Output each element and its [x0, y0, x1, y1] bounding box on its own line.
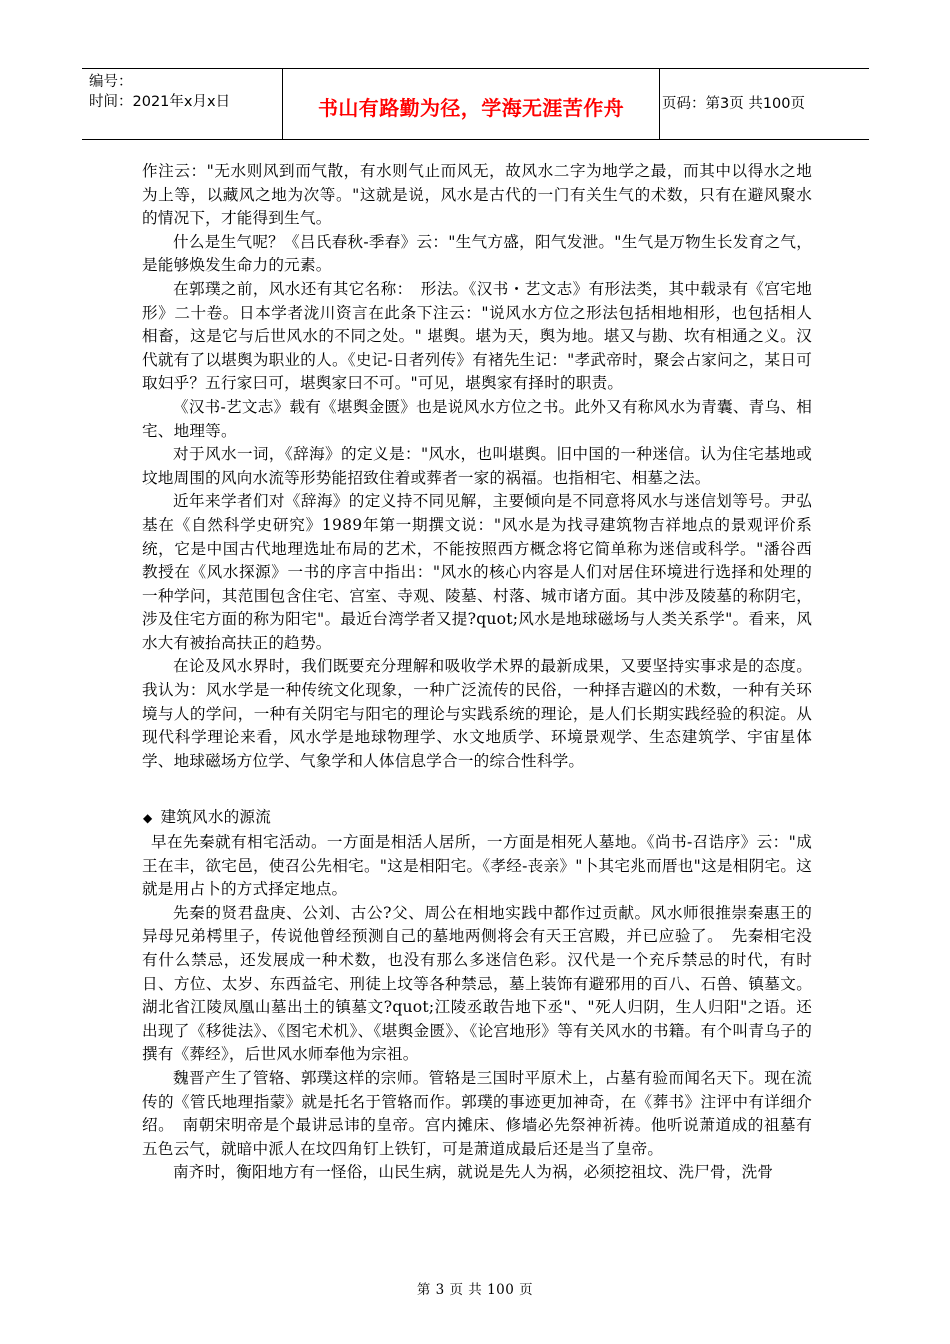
header-motto-cell	[282, 69, 660, 139]
paragraph: 对于风水一词，《辞海》的定义是："风水，也叫堪舆。旧中国的一种迷信。认为住宅基地或坟地周围的风向水流等形势能招致住着或葬者一家的祸福。也指相宅、相墓之法。	[142, 445, 812, 487]
paragraph: 先秦的贤君盘庚、公刘、古公?父、周公在相地实践中都作过贡献。风水师很推崇秦惠王的异母兄弟樗里子，传说他曾经预测自己的墓地两侧将会有天王宫殿，并已应验了。 先秦相宅没有什么禁忌，还发展成一种术数，也没有那么多迷信色彩。汉代是一个充斥禁忌的时代，有时日、方位、太岁、东西益宅、刑徒上坟等各种禁忌，墓上装饰有避邪用的百八、石兽、镇墓文。湖北省江陵凤凰山墓出土的镇墓文?quot;江陵丞敢告地下丞"、"死人归阴，生人归阳"之语。还出现了《移徙法》、《图宅术机》、《堪舆金匮》、《论宫地形》等有关风水的书籍。有个叫青乌子的撰有《葬经》，后世风水师奉他为宗祖。	[142, 903, 812, 1064]
section-title: 建筑风水的源流	[160, 808, 271, 827]
paragraph: 作注云："无水则风到而气散，有水则气止而风无，故风水二字为地学之最，而其中以得水之地为上等，以藏风之地为次等。"这就是说，风水是古代的一门有关生气的术数，只有在避风聚水的情况下，才能得到生气。	[142, 162, 812, 228]
section-heading	[142, 806, 812, 831]
header-meta	[82, 69, 282, 139]
diamond-bullet-icon: ◆	[143, 811, 153, 826]
paragraph: 《汉书-艺文志》载有《堪舆金匮》也是说风水方位之书。此外又有称风水为青囊、青乌、相宅、地理等。	[142, 397, 812, 440]
document-body	[142, 160, 812, 1185]
paragraph: 近年来学者们对《辞海》的定义持不同见解，主要倾向是不同意将风水与迷信划等号。尹弘基在《自然科学史研究》1989年第一期撰文说："风水是为找寻建筑物吉祥地点的景观评价系统，它是中国古代地理选址布局的艺术，不能按照西方概念将它简单称为迷信或科学。"潘谷西教授在《风水探源》一书的序言中指出："风水的核心内容是人们对居住环境进行选择和处理的一种学问，其范围包含住宅、宫室、寺观、陵墓、村落、城市诸方面。其中涉及陵墓的称阴宅，涉及住宅方面的称为阳宅"。最近台湾学者又提?quot;风水是地球磁场与人类关系学"。看来，风水大有被抬高扶正的趋势。	[142, 492, 812, 652]
motto-text: 书山有路勤为径，学海无涯苦作舟	[318, 96, 624, 120]
paragraph: 在郭璞之前，风水还有其它名称： 形法。《汉书・艺文志》有形法类，其中载录有《宫宅地形》二十卷。日本学者泷川资言在此条下注云："说风水方位之形法包括相地相形，也包括相人相畜，这是它与后世风水的不同之处。" 堪舆。堪为天，舆为地。堪又与勘、坎有相通之义。汉代就有了以堪舆为职业的人。《史记-日者列传》有褚先生记："孝武帝时，聚会占家问之，某日可取妇乎？五行家曰可，堪舆家曰不可。"可见，堪舆家有择时的职责。	[142, 279, 812, 393]
paragraph: 早在先秦就有相宅活动。一方面是相活人居所，一方面是相死人墓地。《尚书-召诰序》云："成王在丰，欲宅邑，使召公先相宅。"这是相阳宅。《孝经-丧亲》"卜其宅兆而厝也"这是相阴宅。这就是用占卜的方式择定地点。	[142, 833, 812, 899]
document-header	[82, 68, 869, 140]
date-label: 时间：2021年x月x日	[89, 94, 231, 110]
paragraph: 南齐时，衡阳地方有一怪俗，山民生病，就说是先人为祸，必须挖祖坟、洗尸骨，洗骨	[173, 1163, 774, 1182]
page-footer: 第 3 页 共 100 页	[416, 1282, 534, 1298]
code-label: 编号：	[89, 74, 133, 90]
paragraph: 什么是生气呢？《吕氏春秋-季春》云："生气方盛，阳气发泄。"生气是万物生长发育之气，是能够焕发生命力的元素。	[142, 232, 812, 275]
section-spacer	[142, 773, 812, 806]
paragraph: 在论及风水界时，我们既要充分理解和吸收学术界的最新成果，又要坚持实事求是的态度。我认为：风水学是一种传统文化现象，一种广泛流传的民俗，一种择吉避凶的术数，一种有关环境与人的学问，一种有关阴宅与阳宅的理论与实践系统的理论，是人们长期实践经验的积淀。从现代科学理论来看，风水学是地球物理学、水文地质学、环境景观学、生态建筑学、宇宙星体学、地球磁场方位学、气象学和人体信息学合一的综合性科学。	[142, 657, 812, 770]
paragraph: 魏晋产生了管辂、郭璞这样的宗师。管辂是三国时平原术上，占墓有验而闻名天下。现在流传的《管氏地理指蒙》就是托名于管辂而作。郭璞的事迹更加神奇，在《葬书》注评中有详细介绍。 南朝宋明帝是个最讲忌讳的皇帝。宫内摊床、修墙必先祭神祈祷。他听说萧道成的祖墓有五色云气，就暗中派人在坟四角钉上铁钉，可是萧道成最后还是当了皇帝。	[142, 1068, 812, 1158]
page-info: 页码：第3页 共100页	[662, 96, 806, 112]
